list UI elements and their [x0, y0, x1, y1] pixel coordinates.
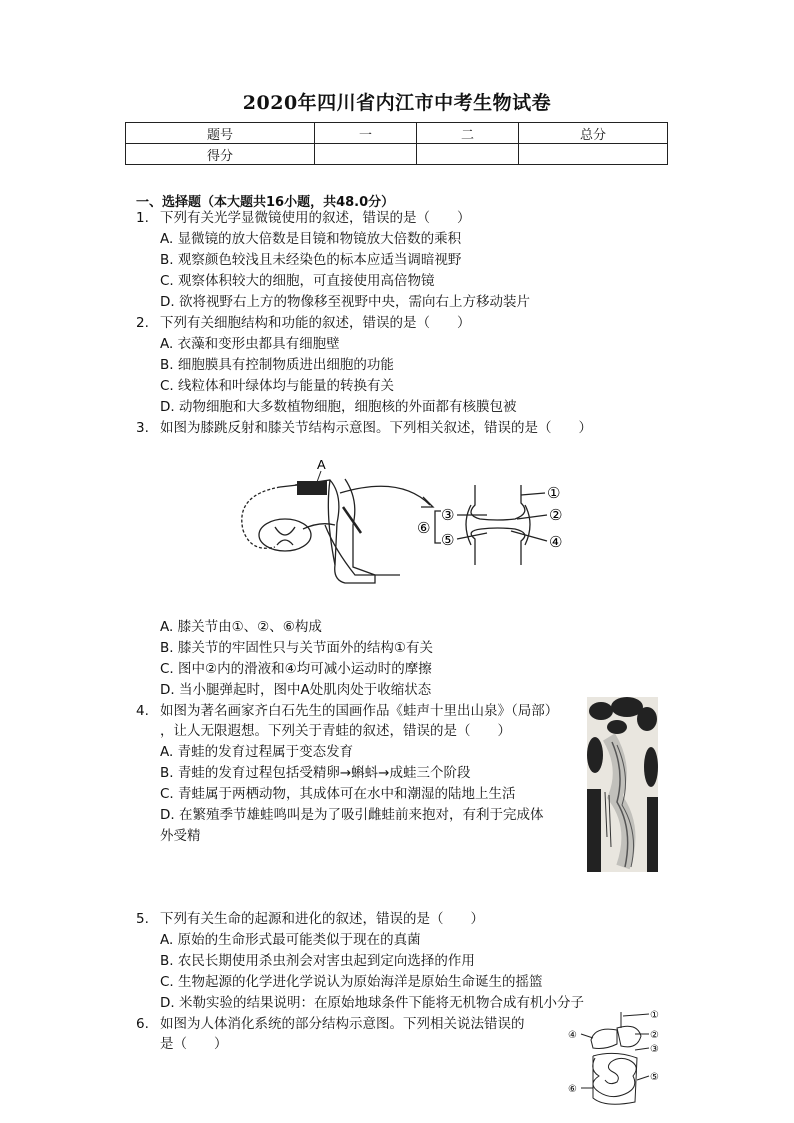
marker-2: ②: [650, 1030, 659, 1041]
option[interactable]: A. 衣藻和变形虫都具有细胞壁: [160, 336, 340, 352]
option[interactable]: B. 细胞膜具有控制物质进出细胞的功能: [160, 357, 394, 373]
leader-line: [637, 1076, 649, 1080]
question-stem-continued: 是（ ）: [160, 1036, 228, 1052]
muscle-block: [297, 481, 327, 495]
score-cell[interactable]: [315, 144, 417, 165]
question-number: 4.: [136, 703, 149, 719]
marker-6: ⑥: [417, 519, 431, 537]
hammer: [343, 507, 361, 533]
score-header-cell: 二: [417, 123, 519, 144]
option[interactable]: C. 图中②内的滑液和④均可减小运动时的摩擦: [160, 661, 432, 677]
leader-line: [635, 1048, 649, 1050]
marker-1: ①: [547, 484, 561, 502]
option[interactable]: A. 原始的生命形式最可能类似于现在的真菌: [160, 932, 421, 948]
score-cell[interactable]: [417, 144, 519, 165]
option[interactable]: C. 观察体积较大的细胞，可直接使用高倍物镜: [160, 273, 435, 289]
intestine-shape: [593, 1058, 636, 1097]
stomach-shape: [617, 1026, 641, 1047]
option[interactable]: B. 青蛙的发育过程包括受精卵→蝌蚪→成蛙三个阶段: [160, 765, 471, 781]
liver-shape: [591, 1029, 617, 1048]
marker-4: ④: [549, 533, 563, 551]
option[interactable]: D. 欲将视野右上方的物像移至视野中央，需向右上方移动装片: [160, 294, 530, 310]
option[interactable]: D. 动物细胞和大多数植物细胞，细胞核的外面都有核膜包被: [160, 399, 517, 415]
option[interactable]: A. 青蛙的发育过程属于变态发育: [160, 744, 354, 760]
frog-painting-image: [587, 697, 658, 872]
question-number: 6.: [136, 1016, 149, 1032]
leader-line: [581, 1034, 593, 1038]
digestive-system-figure: [565, 1010, 665, 1110]
question-stem: 如图为著名画家齐白石先生的国画作品《蛙声十里出山泉》（局部）: [160, 703, 559, 719]
arrow: [340, 486, 430, 505]
marker-6: ⑥: [568, 1084, 577, 1095]
marker-3: ③: [441, 506, 455, 524]
spinal-cord-shape: [275, 527, 295, 545]
question-stem: 如图为膝跳反射和膝关节结构示意图。下列相关叙述，错误的是（ ）: [160, 420, 592, 436]
option[interactable]: C. 生物起源的化学进化学说认为原始海洋是原始生命诞生的摇篮: [160, 974, 543, 990]
score-header-cell: 一: [315, 123, 417, 144]
knee-reflex-figure: [225, 455, 585, 595]
option[interactable]: A. 显微镜的放大倍数是目镜和物镜放大倍数的乘积: [160, 231, 462, 247]
marker-2: ②: [549, 506, 563, 524]
option[interactable]: B. 膝关节的牢固性只与关节面外的结构①有关: [160, 640, 433, 656]
marker-5: ⑤: [650, 1072, 659, 1083]
score-table: [125, 122, 668, 165]
page-title: 2020年四川省内江市中考生物试卷: [242, 92, 552, 114]
question-stem: 下列有关细胞结构和功能的叙述，错误的是（ ）: [160, 315, 471, 331]
question-number: 3.: [136, 420, 149, 436]
score-header-cell: 总分: [519, 123, 668, 144]
knee-bone: [471, 528, 525, 565]
leader-line: [457, 533, 487, 539]
option[interactable]: C. 青蛙属于两栖动物，其成体可在水中和潮湿的陆地上生活: [160, 786, 516, 802]
leg-outline: [328, 480, 335, 565]
option[interactable]: D. 米勒实验的结果说明：在原始地球条件下能将无机物合成有机小分子: [160, 995, 584, 1011]
question-stem: 下列有关光学显微镜使用的叙述，错误的是（ ）: [160, 210, 471, 226]
option[interactable]: D. 当小腿弹起时，图中A处肌肉处于收缩状态: [160, 682, 432, 698]
option[interactable]: C. 线粒体和叶绿体均与能量的转换有关: [160, 378, 395, 394]
question-number: 1.: [136, 210, 149, 226]
option[interactable]: B. 农民长期使用杀虫剂会对害虫起到定向选择的作用: [160, 953, 475, 969]
score-header-cell: 题号: [126, 123, 315, 144]
question-stem: 如图为人体消化系统的部分结构示意图。下列相关说法错误的: [160, 1016, 525, 1032]
marker-1: ①: [650, 1010, 659, 1021]
nerve-path: [242, 487, 280, 548]
leader-line: [521, 493, 545, 495]
option[interactable]: B. 观察颜色较浅且未经染色的标本应适当调暗视野: [160, 252, 462, 268]
option-continued: 外受精: [160, 828, 201, 844]
question-stem-continued: ，让人无限遐想。下列关于青蛙的叙述，错误的是（ ）: [160, 723, 511, 739]
label-a: A: [317, 457, 326, 472]
option[interactable]: D. 在繁殖季节雄蛙鸣叫是为了吸引雌蛙前来抱对，有利于完成体: [160, 807, 544, 823]
marker-3: ③: [650, 1044, 659, 1055]
marker-5: ⑤: [441, 531, 455, 549]
leader-line: [623, 1014, 649, 1016]
score-cell[interactable]: [519, 144, 668, 165]
score-row-label: 得分: [126, 144, 315, 165]
question-number: 5.: [136, 911, 149, 927]
option[interactable]: A. 膝关节由①、②、⑥构成: [160, 619, 322, 635]
marker-4: ④: [568, 1030, 577, 1041]
question-number: 2.: [136, 315, 149, 331]
section-heading: 一、选择题（本大题共16小题，共48.0分）: [136, 195, 395, 210]
question-stem: 下列有关生命的起源和进化的叙述，错误的是（ ）: [160, 911, 484, 927]
